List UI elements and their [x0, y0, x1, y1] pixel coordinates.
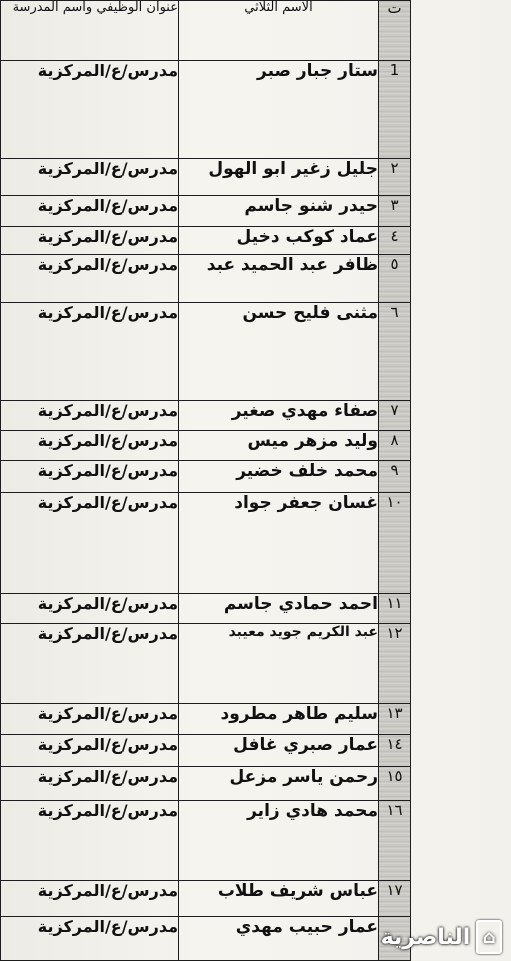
- row-number: ١٤: [379, 735, 411, 767]
- row-number: ٧: [379, 401, 411, 431]
- table-row: [1, 767, 411, 801]
- row-title: مدرس/ع/المركزية: [1, 881, 179, 917]
- row-number: ٨: [379, 431, 411, 461]
- table-row: [1, 493, 411, 594]
- row-title: مدرس/ع/المركزية: [1, 255, 179, 303]
- row-number: ١٧: [379, 881, 411, 917]
- row-number: ٢: [379, 159, 411, 196]
- table-row: [1, 704, 411, 735]
- row-name: عماد كوكب دخيل: [179, 227, 379, 255]
- row-name: عمار حبيب مهدي: [179, 917, 379, 961]
- row-title: مدرس/ع/المركزية: [1, 461, 179, 493]
- row-number: ١٠: [379, 493, 411, 594]
- row-name: ستار جبار صبر: [179, 61, 379, 159]
- row-number: ١٢: [379, 624, 411, 704]
- row-name: مثنى فليح حسن: [179, 303, 379, 401]
- table-row: [1, 431, 411, 461]
- row-name: محمد خلف خضير: [179, 461, 379, 493]
- row-title: مدرس/ع/المركزية: [1, 767, 179, 801]
- row-name: جليل زغير ابو الهول: [179, 159, 379, 196]
- table-row: [1, 303, 411, 401]
- row-name: احمد حمادي جاسم: [179, 594, 379, 624]
- row-title: مدرس/ع/المركزية: [1, 196, 179, 227]
- row-number: ٦: [379, 303, 411, 401]
- row-title: مدرس/ع/المركزية: [1, 917, 179, 961]
- header-name: الاسم الثلاثي: [179, 1, 379, 61]
- table-row: [1, 159, 411, 196]
- table-row: [1, 735, 411, 767]
- row-number: ٣: [379, 196, 411, 227]
- mosque-icon: ⌂: [476, 920, 502, 954]
- row-title: مدرس/ع/المركزية: [1, 401, 179, 431]
- row-title: مدرس/ع/المركزية: [1, 159, 179, 196]
- table-row: [1, 461, 411, 493]
- row-title: مدرس/ع/المركزية: [1, 227, 179, 255]
- table-row: [1, 801, 411, 881]
- row-number: ٤: [379, 227, 411, 255]
- row-title: مدرس/ع/المركزية: [1, 704, 179, 735]
- header-title: عنوان الوظيفي واسم المدرسة: [1, 1, 179, 61]
- table-row: [1, 196, 411, 227]
- row-title: مدرس/ع/المركزية: [1, 624, 179, 704]
- row-number: ١٣: [379, 704, 411, 735]
- row-name: حيدر شنو جاسم: [179, 196, 379, 227]
- row-name: رحمن ياسر مزعل: [179, 767, 379, 801]
- row-number: ٩: [379, 461, 411, 493]
- row-title: مدرس/ع/المركزية: [1, 493, 179, 594]
- table-row: [1, 227, 411, 255]
- table-row: [1, 881, 411, 917]
- row-number: ١٦: [379, 801, 411, 881]
- watermark-logo: [372, 914, 511, 960]
- row-title: مدرس/ع/المركزية: [1, 735, 179, 767]
- row-name: عمار صبري غافل: [179, 735, 379, 767]
- row-number: ١٥: [379, 767, 411, 801]
- row-title: مدرس/ع/المركزية: [1, 61, 179, 159]
- row-number: ١١: [379, 594, 411, 624]
- header-number: ت: [379, 1, 411, 61]
- row-title: مدرس/ع/المركزية: [1, 303, 179, 401]
- row-title: مدرس/ع/المركزية: [1, 594, 179, 624]
- row-name: محمد هادي زاير: [179, 801, 379, 881]
- row-name: وليد مزهر ميس: [179, 431, 379, 461]
- row-name: غسان جعفر جواد: [179, 493, 379, 594]
- row-number: 1: [379, 61, 411, 159]
- table-row: [1, 594, 411, 624]
- table-row: [1, 255, 411, 303]
- row-name: سليم طاهر مطرود: [179, 704, 379, 735]
- row-title: مدرس/ع/المركزية: [1, 801, 179, 881]
- row-name: صفاء مهدي صغير: [179, 401, 379, 431]
- row-name: ظافر عبد الحميد عبد: [179, 255, 379, 303]
- watermark-text: الناصرية: [380, 924, 471, 950]
- row-title: مدرس/ع/المركزية: [1, 431, 179, 461]
- table-row: [1, 624, 411, 704]
- row-number: ٥: [379, 255, 411, 303]
- table-header-row: [1, 1, 411, 61]
- row-name: عبد الكريم جويد معيبد: [179, 624, 379, 704]
- table-row: [1, 401, 411, 431]
- row-name: عباس شريف طلاب: [179, 881, 379, 917]
- table-row: [1, 917, 411, 961]
- table-row: [1, 61, 411, 159]
